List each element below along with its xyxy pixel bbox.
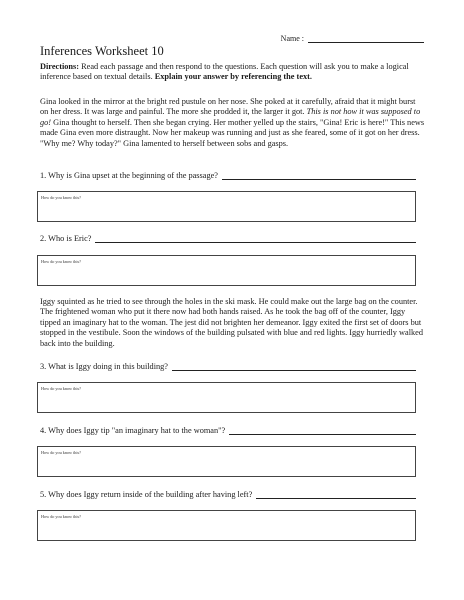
question-2-hint: How do you know this? (41, 259, 82, 264)
question-4-evidence-box[interactable] (37, 446, 416, 477)
passage-iggy: Iggy squinted as he tried to see through the holes in the ski mask. He could make out the large bag on the counter. The frightened woman who put it there now had both hands raised. As he took the bag off of the counter, Iggy tipped an imaginary hat to the woman. The jest did not brighten her demeanor. Iggy exited the first set of doors but stopped in the vestibule. Soon the windows of the building pulsated with blue and red lights. Iggy hurriedly walked back into the building. (40, 297, 423, 348)
question-3-hint: How do you know this? (41, 386, 82, 391)
question-1-answer-line[interactable] (222, 171, 416, 180)
name-field-row (281, 34, 424, 43)
question-3 (40, 362, 416, 371)
question-3-answer-line[interactable] (172, 362, 416, 371)
question-4 (40, 426, 416, 435)
question-5-text: 5. Why does Iggy return inside of the building after having left? (40, 490, 253, 499)
question-1 (40, 171, 416, 180)
question-5-evidence-box[interactable] (37, 510, 416, 541)
question-5-hint: How do you know this? (41, 514, 82, 519)
worksheet-title: Inferences Worksheet 10 (40, 44, 164, 58)
name-label: Name : (280, 34, 304, 43)
passage-gina-part1: Gina looked in the mirror at the bright red pustule on her nose. She poked at it carefully, afraid that it might burst on her dress. It was large and painful. The more she prodded it, the larger it got. (40, 97, 416, 117)
passage-gina-italic: This is not how it was supposed to go! (40, 107, 421, 127)
directions-paragraph (40, 62, 425, 83)
directions-emphasis: Explain your answer by referencing the text. (154, 72, 312, 82)
question-5 (40, 490, 416, 499)
question-3-text: 3. What is Iggy doing in this building? (40, 362, 168, 371)
name-input-line[interactable] (308, 34, 424, 43)
passage-gina (40, 97, 425, 149)
question-1-hint: How do you know this? (41, 195, 82, 200)
question-2-evidence-box[interactable] (37, 255, 416, 286)
question-3-evidence-box[interactable] (37, 382, 416, 413)
question-4-text: 4. Why does Iggy tip "an imaginary hat to the woman"? (40, 426, 226, 435)
question-2-text: 2. Who is Eric? (40, 234, 92, 243)
passage-gina-part2: Gina thought to herself. Then she began crying. Her mother yelled up the stairs, "Gina! Eric is here!" This news made Gina even more distraught. Now her makeup was running and just as she feared, some of it got on her dress. "Why me? Why today?" Gina lamented to herself between sobs and gasps. (40, 117, 425, 148)
question-2-answer-line[interactable] (95, 234, 416, 243)
question-4-answer-line[interactable] (229, 426, 416, 435)
question-1-evidence-box[interactable] (37, 191, 416, 222)
question-1-text: 1. Why is Gina upset at the beginning of the passage? (40, 171, 218, 180)
question-5-answer-line[interactable] (256, 490, 416, 499)
question-2 (40, 234, 416, 243)
question-4-hint: How do you know this? (41, 450, 82, 455)
directions-label: Directions: (40, 62, 80, 71)
directions-text: Read each passage and then respond to the questions. Each question will ask you to make a logical inference based on textual details. (40, 62, 409, 82)
